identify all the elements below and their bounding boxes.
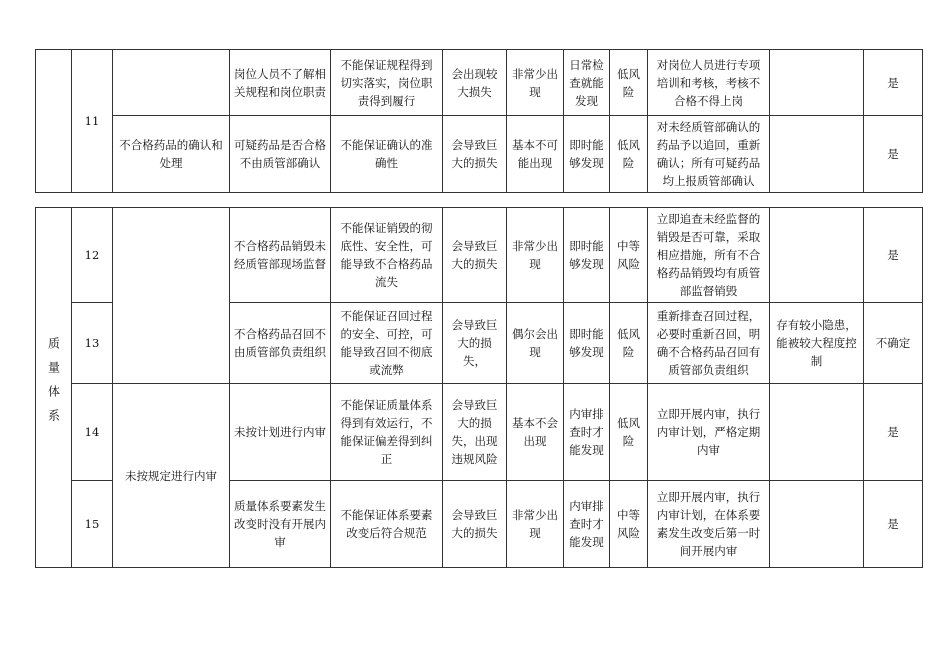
risk-cell: 不合格药品召回不由质管部负责组织 bbox=[230, 303, 331, 384]
impact-cell: 会出现较大损失 bbox=[443, 50, 507, 116]
level-cell: 低风险 bbox=[610, 303, 648, 384]
impact-cell: 会导致巨大的损失 bbox=[443, 116, 507, 193]
risk-cell: 质量体系要素发生改变时没有开展内审 bbox=[230, 481, 331, 568]
consequence-detail-cell: 不能保证规程得到切实落实，岗位职责得到履行 bbox=[331, 50, 443, 116]
measure-cell: 立即开展内审，执行内审计划，在体系要素发生改变后第一时间开展内审 bbox=[648, 481, 770, 568]
detectability-cell: 即时能够发现 bbox=[564, 116, 610, 193]
measure-cell: 立即追查未经监督的销毁是否可靠，采取相应措施，所有不合格药品销毁均有质管部监督销毁 bbox=[648, 208, 770, 303]
residual-cell: 存有较小隐患，能被较大程度控制 bbox=[770, 303, 864, 384]
risk-table-part-2 bbox=[35, 207, 923, 568]
detectability-cell: 内审排查时才能发现 bbox=[564, 384, 610, 481]
table-row bbox=[36, 50, 923, 116]
measure-cell: 重新排查召回过程，必要时重新召回，明确不合格药品召回有质管部负责组织 bbox=[648, 303, 770, 384]
row-number: 14 bbox=[72, 384, 113, 481]
likelihood-cell: 偶尔会出现 bbox=[507, 303, 564, 384]
category-cell bbox=[36, 208, 72, 568]
item-cell bbox=[113, 208, 230, 384]
item-cell: 不合格药品的确认和处理 bbox=[113, 116, 230, 193]
consequence-detail-cell: 不能保证质量体系得到有效运行，不能保证偏差得到纠正 bbox=[331, 384, 443, 481]
impact-cell: 会导致巨大的损失，出现违规风险 bbox=[443, 384, 507, 481]
level-cell: 低风险 bbox=[610, 384, 648, 481]
acceptable-cell: 是 bbox=[864, 50, 923, 116]
table-row bbox=[36, 208, 923, 303]
likelihood-cell: 非常少出现 bbox=[507, 481, 564, 568]
item-cell bbox=[113, 50, 230, 116]
detectability-cell: 内审排查时才能发现 bbox=[564, 481, 610, 568]
residual-cell bbox=[770, 116, 864, 193]
risk-cell: 不合格药品销毁未经质管部现场监督 bbox=[230, 208, 331, 303]
detectability-cell: 日常检查就能发现 bbox=[564, 50, 610, 116]
risk-cell: 岗位人员不了解相关规程和岗位职责 bbox=[230, 50, 331, 116]
consequence-detail-cell: 不能保证体系要素改变后符合规范 bbox=[331, 481, 443, 568]
likelihood-cell: 非常少出现 bbox=[507, 208, 564, 303]
residual-cell bbox=[770, 481, 864, 568]
consequence-detail-cell: 不能保证确认的准确性 bbox=[331, 116, 443, 193]
consequence-detail-cell: 不能保证召回过程的安全、可控，可能导致召回不彻底或流弊 bbox=[331, 303, 443, 384]
likelihood-cell: 非常少出现 bbox=[507, 50, 564, 116]
item-cell: 未按规定进行内审 bbox=[113, 384, 230, 568]
category-label: 质量体系 bbox=[46, 337, 61, 433]
acceptable-cell: 不确定 bbox=[864, 303, 923, 384]
table-row bbox=[36, 116, 923, 193]
acceptable-cell: 是 bbox=[864, 384, 923, 481]
residual-cell bbox=[770, 384, 864, 481]
residual-cell bbox=[770, 208, 864, 303]
impact-cell: 会导致巨大的损失 bbox=[443, 208, 507, 303]
risk-cell: 未按计划进行内审 bbox=[230, 384, 331, 481]
risk-cell: 可疑药品是否合格不由质管部确认 bbox=[230, 116, 331, 193]
row-number: 15 bbox=[72, 481, 113, 568]
risk-table-part-1 bbox=[35, 49, 923, 193]
acceptable-cell: 是 bbox=[864, 481, 923, 568]
level-cell: 中等风险 bbox=[610, 208, 648, 303]
level-cell: 低风险 bbox=[610, 50, 648, 116]
detectability-cell: 即时能够发现 bbox=[564, 208, 610, 303]
residual-cell bbox=[770, 50, 864, 116]
level-cell: 低风险 bbox=[610, 116, 648, 193]
consequence-detail-cell: 不能保证销毁的彻底性、安全性，可能导致不合格药品流失 bbox=[331, 208, 443, 303]
table-row bbox=[36, 384, 923, 481]
row-number: 11 bbox=[72, 50, 113, 193]
measure-cell: 对未经质管部确认的药品予以追回，重新确认；所有可疑药品均上报质管部确认 bbox=[648, 116, 770, 193]
acceptable-cell: 是 bbox=[864, 116, 923, 193]
measure-cell: 立即开展内审，执行内审计划，严格定期内审 bbox=[648, 384, 770, 481]
detectability-cell: 即时能够发现 bbox=[564, 303, 610, 384]
impact-cell: 会导致巨大的损失 bbox=[443, 481, 507, 568]
row-number: 13 bbox=[72, 303, 113, 384]
level-cell: 中等风险 bbox=[610, 481, 648, 568]
likelihood-cell: 基本不可能出现 bbox=[507, 116, 564, 193]
likelihood-cell: 基本不会出现 bbox=[507, 384, 564, 481]
row-number: 12 bbox=[72, 208, 113, 303]
measure-cell: 对岗位人员进行专项培训和考核，考核不合格不得上岗 bbox=[648, 50, 770, 116]
impact-cell: 会导致巨大的损失， bbox=[443, 303, 507, 384]
acceptable-cell: 是 bbox=[864, 208, 923, 303]
category-cell bbox=[36, 50, 72, 193]
